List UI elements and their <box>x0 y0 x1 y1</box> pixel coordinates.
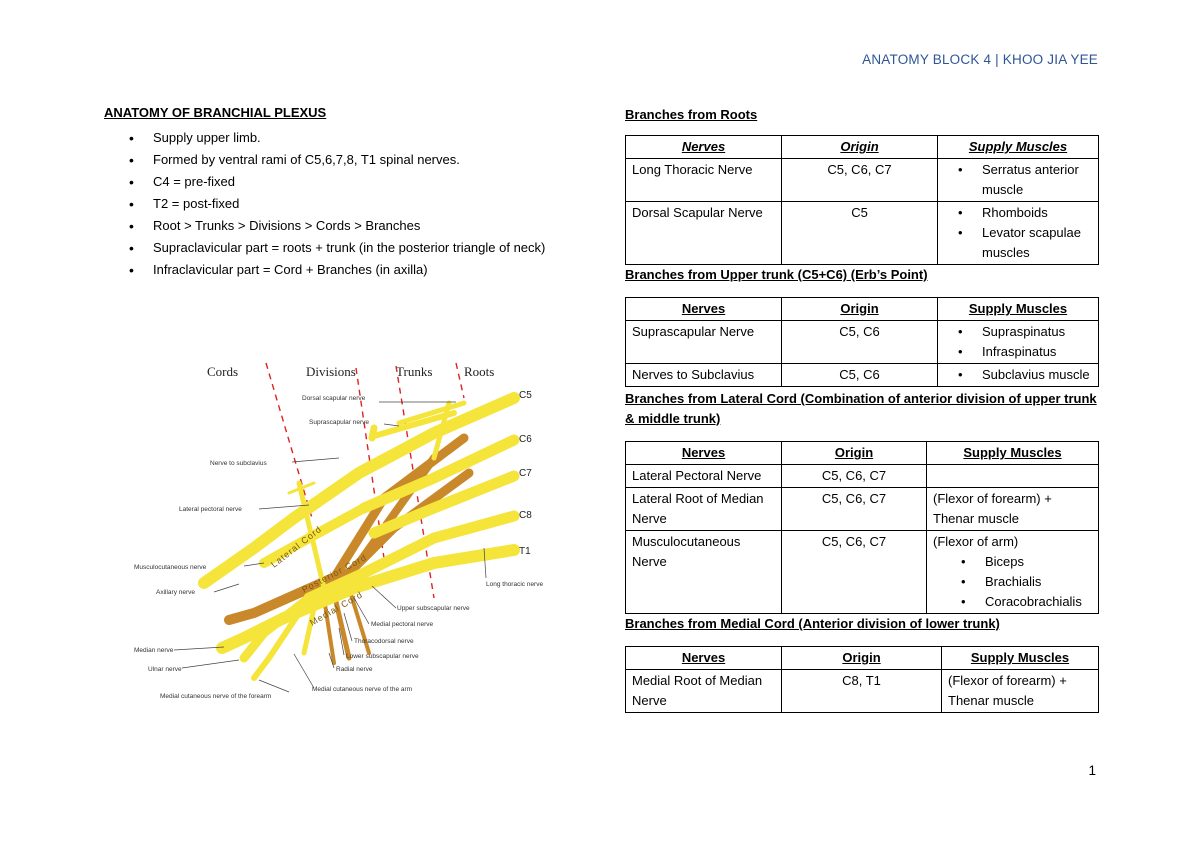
label-radial-nerve: Radial nerve <box>336 666 373 673</box>
root-label-c8: C8 <box>519 510 532 521</box>
section-title-lateral-cord: Branches from Lateral Cord (Combination of anterior division of upper trunk & middle trunk) <box>625 391 1097 426</box>
nerve-cell: Dorsal Scapular Nerve <box>626 202 782 265</box>
nerve-cell: Medial Root of Median Nerve <box>626 670 782 713</box>
root-label-c7: C7 <box>519 468 532 479</box>
supply-cell <box>927 465 1099 488</box>
table-row <box>626 465 1099 488</box>
cord-label-lateral: Lateral Cord <box>269 523 324 570</box>
col-header-nerves: Nerves <box>626 442 782 465</box>
muscle-item: • Infraspinatus <box>944 342 1092 362</box>
origin-cell: C5, C6, C7 <box>782 488 927 531</box>
list-item: • Supraclavicular part = roots + trunk (in the posterior triangle of neck) <box>104 238 574 258</box>
root-label-t1: T1 <box>519 546 531 557</box>
col-header-supply: Supply Muscles <box>938 298 1099 321</box>
nerve-cell: Nerves to Subclavius <box>626 364 782 387</box>
section-title-upper-trunk: Branches from Upper trunk (C5+C6) (Erb’s Point) <box>625 267 928 282</box>
col-header-origin: Origin <box>782 298 938 321</box>
cord-label-medial: Medial Cord <box>308 589 365 628</box>
section-title-brachial-plexus: ANATOMY OF BRANCHIAL PLEXUS <box>104 105 327 120</box>
nerve-cell: Long Thoracic Nerve <box>626 159 782 202</box>
label-ulnar-nerve: Ulnar nerve <box>148 666 182 673</box>
label-lower-subscapular-nerve: Lower subscapular nerve <box>346 653 419 660</box>
table-row <box>626 364 1099 387</box>
nerve-cell: Musculocutaneous Nerve <box>626 531 782 614</box>
table-row <box>626 321 1099 364</box>
origin-cell: C5, C6 <box>782 321 938 364</box>
root-label-c5: C5 <box>519 390 532 401</box>
origin-cell: C5, C6, C7 <box>782 159 938 202</box>
table-row <box>626 531 1099 614</box>
label-thoracodorsal-nerve: Thoracodorsal nerve <box>354 638 414 645</box>
list-item: • Root > Trunks > Divisions > Cords > Branches <box>104 216 574 236</box>
label-medial-cutaneous-arm: Medial cutaneous nerve of the arm <box>312 686 413 693</box>
nerve-cell: Lateral Root of Median Nerve <box>626 488 782 531</box>
roots-table <box>625 135 1099 265</box>
label-lateral-pectoral-nerve: Lateral pectoral nerve <box>179 506 242 513</box>
supply-cell <box>938 159 1099 202</box>
table-header-row <box>626 442 1099 465</box>
list-item: • C4 = pre-fixed <box>104 172 574 192</box>
col-header-supply: Supply Muscles <box>938 136 1099 159</box>
origin-cell: C8, T1 <box>782 670 942 713</box>
cord-label-posterior: Posterior Cord <box>300 552 369 595</box>
medial-cord-table <box>625 646 1099 713</box>
muscle-item: • Supraspinatus <box>944 322 1092 342</box>
col-header-nerves: Nerves <box>626 647 782 670</box>
label-long-thoracic-nerve: Long thoracic nerve <box>486 581 544 588</box>
table-row <box>626 159 1099 202</box>
brachial-plexus-diagram <box>134 358 554 708</box>
supply-cell <box>938 321 1099 364</box>
section-title-medial-cord: Branches from Medial Cord (Anterior division of lower trunk) <box>625 616 1000 631</box>
col-header-origin: Origin <box>782 647 942 670</box>
table-row <box>626 202 1099 265</box>
muscle-item: • Coracobrachialis <box>933 592 1092 612</box>
muscle-item: • Rhomboids <box>944 203 1092 223</box>
section-title-roots: Branches from Roots <box>625 107 758 122</box>
overview-list <box>104 128 574 280</box>
col-header-nerves: Nerves <box>626 136 782 159</box>
nerve-cell: Lateral Pectoral Nerve <box>626 465 782 488</box>
muscle-item: • Biceps <box>933 552 1092 572</box>
diagram-header-divisions: Divisions <box>306 364 356 379</box>
origin-cell: C5 <box>782 202 938 265</box>
col-header-nerves: Nerves <box>626 298 782 321</box>
table-header-row <box>626 136 1099 159</box>
muscle-item: • Subclavius muscle <box>944 365 1092 385</box>
table-row <box>626 670 1099 713</box>
label-medial-cutaneous-forearm: Medial cutaneous nerve of the forearm <box>160 693 272 700</box>
diagram-header-trunks: Trunks <box>396 364 433 379</box>
list-item: • Supply upper limb. <box>104 128 574 148</box>
root-label-c6: C6 <box>519 434 532 445</box>
origin-cell: C5, C6 <box>782 364 938 387</box>
supply-cell <box>938 202 1099 265</box>
label-suprascapular-nerve: Suprascapular nerve <box>309 419 369 426</box>
table-row <box>626 488 1099 531</box>
supply-cell: (Flexor of forearm) + Thenar muscle <box>942 670 1099 713</box>
label-medial-pectoral-nerve: Medial pectoral nerve <box>371 621 434 628</box>
col-header-origin: Origin <box>782 442 927 465</box>
list-item: • Formed by ventral rami of C5,6,7,8, T1 spinal nerves. <box>104 150 574 170</box>
lateral-cord-table <box>625 441 1099 614</box>
col-header-supply: Supply Muscles <box>927 442 1099 465</box>
page-number: 1 <box>1088 763 1096 778</box>
col-header-supply: Supply Muscles <box>942 647 1099 670</box>
upper-trunk-table <box>625 297 1099 387</box>
supply-cell <box>927 531 1099 614</box>
supply-note: (Flexor of arm) <box>933 534 1019 549</box>
muscle-item: • Levator scapulae muscles <box>944 223 1092 263</box>
label-axillary-nerve: Axillary nerve <box>156 589 196 596</box>
nerve-cell: Suprascapular Nerve <box>626 321 782 364</box>
supply-cell: (Flexor of forearm) + Thenar muscle <box>927 488 1099 531</box>
label-musculocutaneous-nerve: Musculocutaneous nerve <box>134 564 207 571</box>
left-column <box>104 105 574 282</box>
muscle-item: • Serratus anterior muscle <box>944 160 1092 200</box>
list-item: • T2 = post-fixed <box>104 194 574 214</box>
table-header-row <box>626 298 1099 321</box>
page-header: ANATOMY BLOCK 4 | KHOO JIA YEE <box>862 52 1098 67</box>
col-header-origin: Origin <box>782 136 938 159</box>
supply-cell <box>938 364 1099 387</box>
origin-cell: C5, C6, C7 <box>782 465 927 488</box>
right-column <box>625 105 1099 713</box>
diagram-header-roots: Roots <box>464 364 495 379</box>
list-item: • Infraclavicular part = Cord + Branches (in axilla) <box>104 260 574 280</box>
label-dorsal-scapular-nerve: Dorsal scapular nerve <box>302 395 366 402</box>
label-median-nerve: Median nerve <box>134 647 174 654</box>
origin-cell: C5, C6, C7 <box>782 531 927 614</box>
diagram-header-cords: Cords <box>207 364 239 379</box>
label-upper-subscapular-nerve: Upper subscapular nerve <box>397 605 470 612</box>
muscle-item: • Brachialis <box>933 572 1092 592</box>
label-nerve-to-subclavius: Nerve to subclavius <box>210 460 267 467</box>
table-header-row <box>626 647 1099 670</box>
